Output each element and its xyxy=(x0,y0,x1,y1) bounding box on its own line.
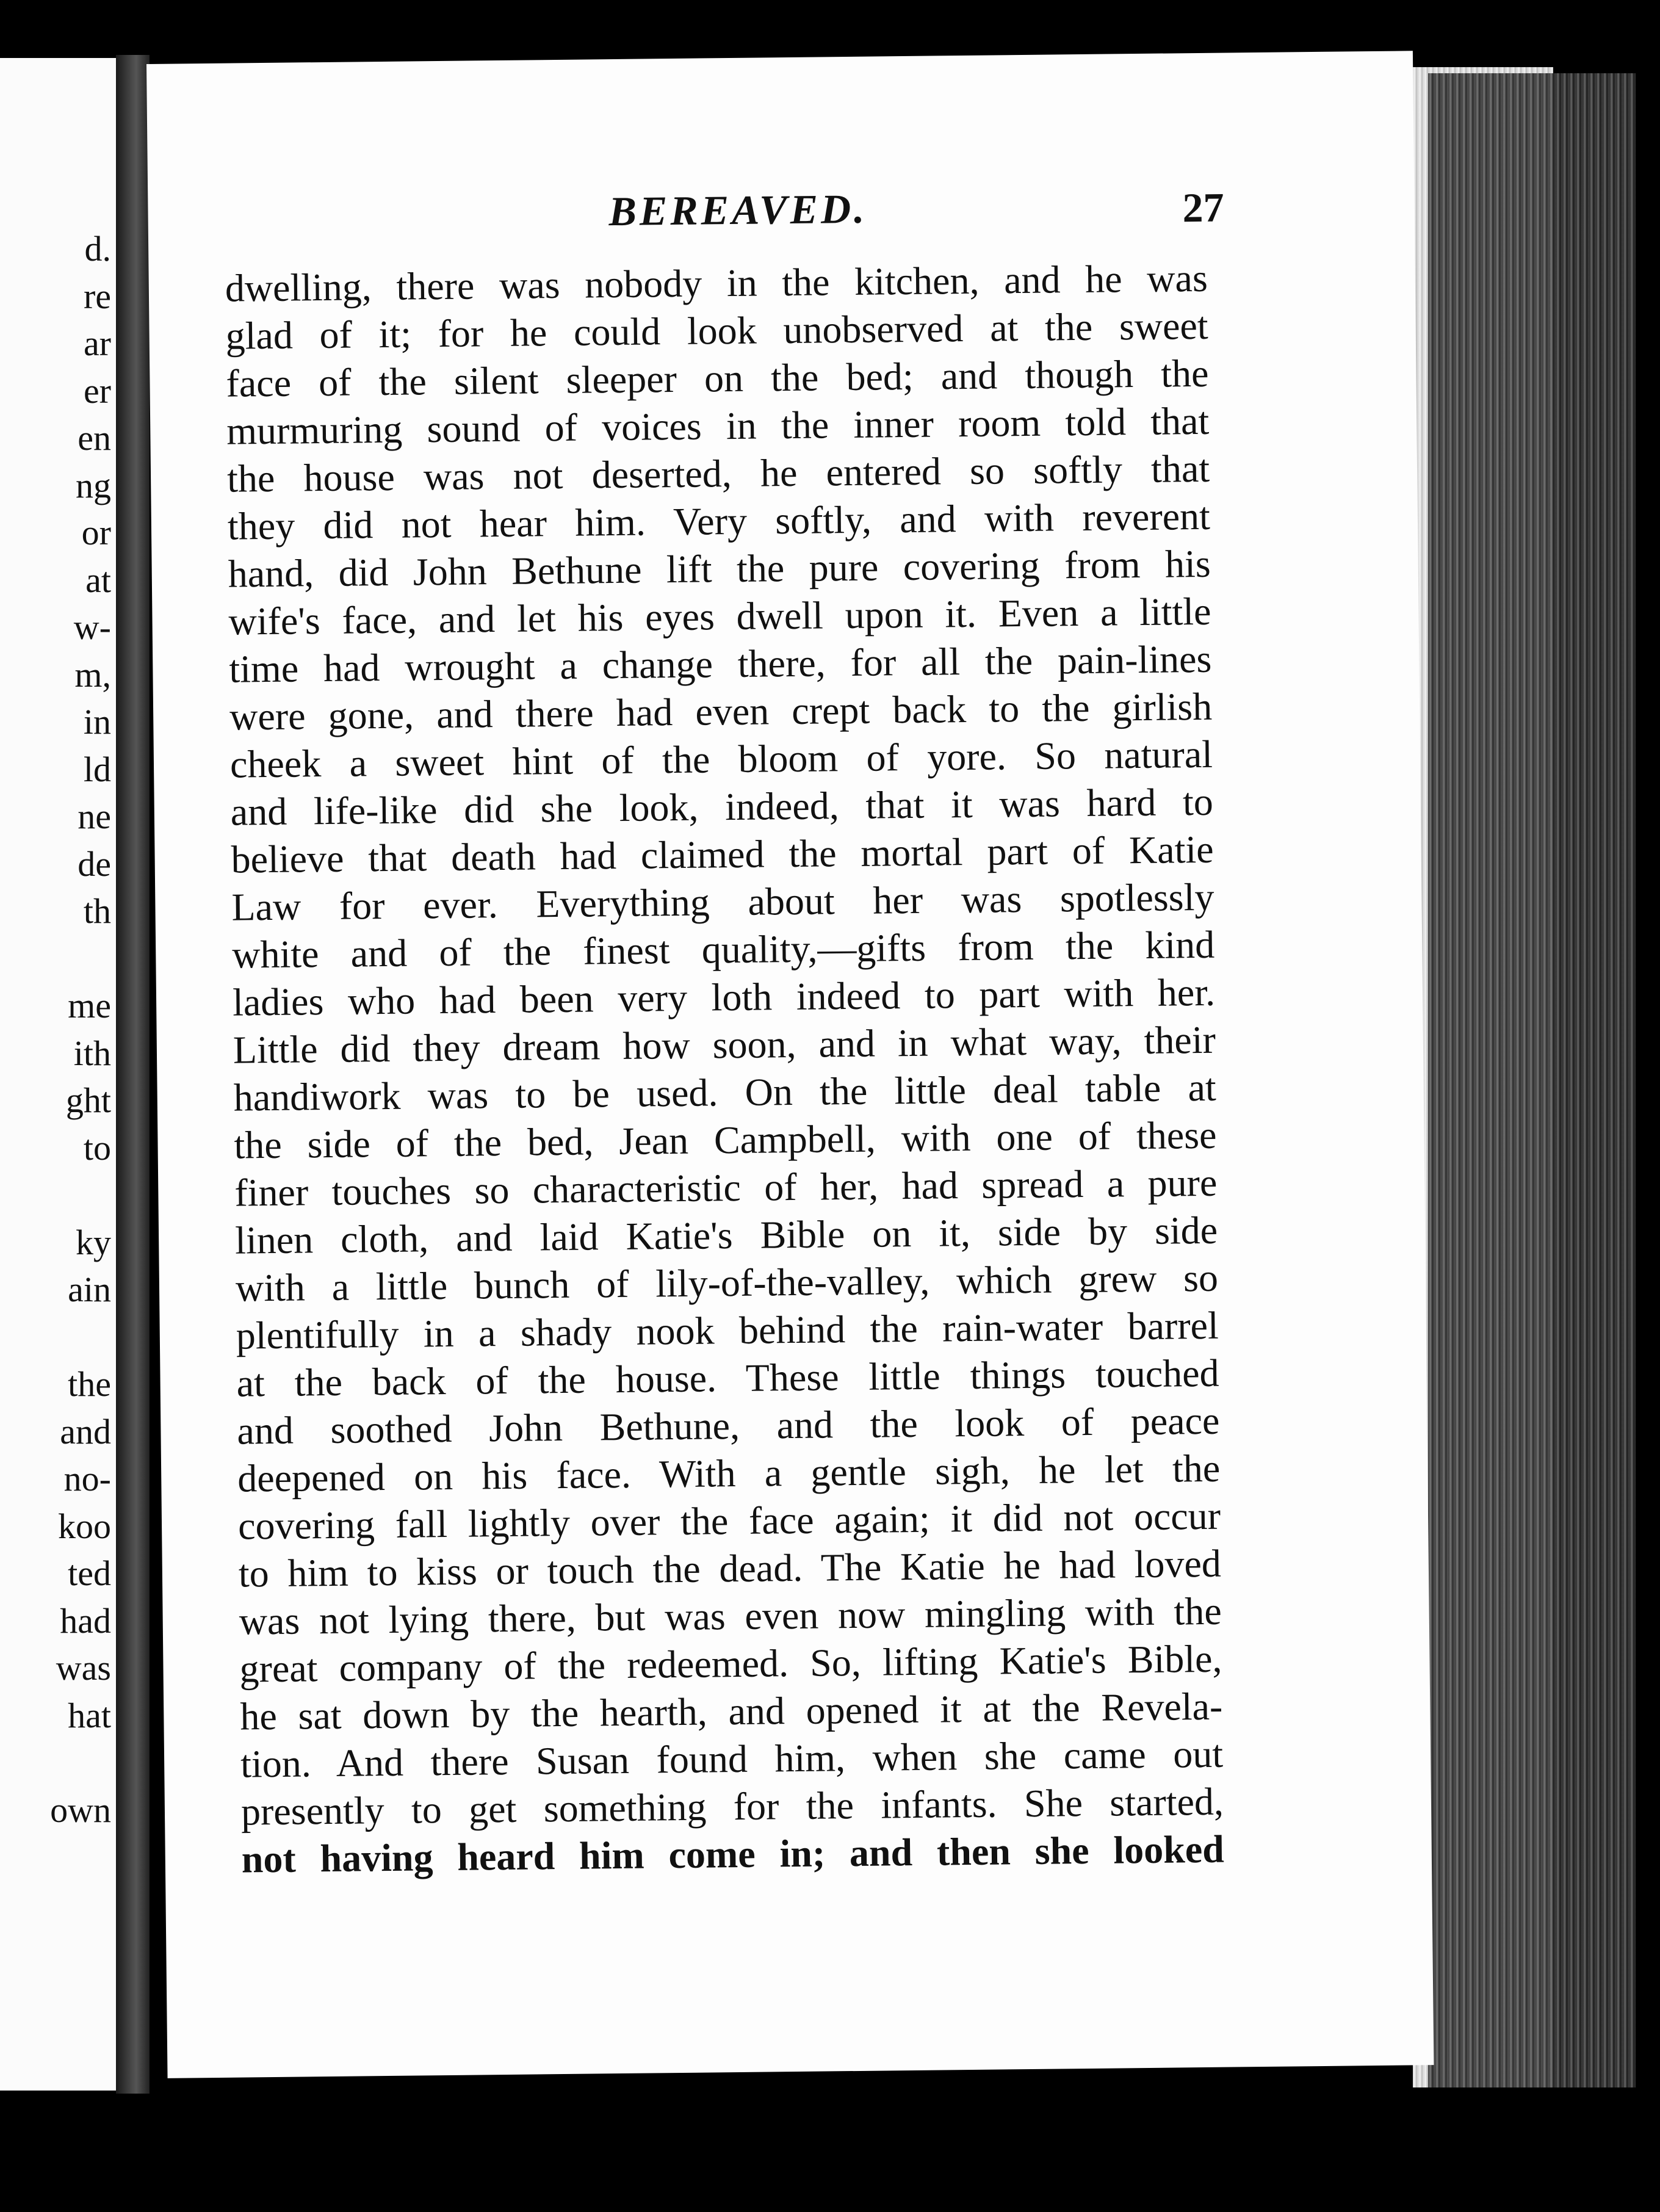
previous-page-fragment: me xyxy=(68,986,111,1025)
previous-page-fragment: ted xyxy=(68,1553,111,1593)
text-line: he sat down by the hearth, and opened it at the Revela- xyxy=(239,1684,1223,1738)
previous-page-fragment: th xyxy=(83,891,111,931)
previous-page-fragment: at xyxy=(85,560,111,600)
previous-page-fragment: or xyxy=(81,513,111,552)
text-line: Little did they dream how soon, and in what way, their xyxy=(233,1017,1216,1072)
previous-page-fragment: re xyxy=(83,276,111,316)
body-text xyxy=(225,255,1224,1884)
text-line: dwelling, there was nobody in the kitchen, and he was xyxy=(225,256,1208,310)
text-line: and life-like did she look, indeed, that it was hard to xyxy=(230,779,1214,834)
text-line: at the back of the house. These little things touched xyxy=(236,1351,1219,1405)
previous-page-fragment: de xyxy=(78,844,111,884)
previous-page-fragment: ar xyxy=(83,323,111,363)
running-head: BEREAVED. xyxy=(608,185,868,235)
previous-page-fragment: no- xyxy=(63,1459,111,1498)
text-line: presently to get something for the infants. She started, xyxy=(240,1779,1224,1834)
text-line: were gone, and there had even crept back to the girlish xyxy=(229,684,1213,739)
text-line: time had wrought a change there, for all the pain-lines xyxy=(229,637,1212,691)
previous-page-fragment: had xyxy=(60,1600,111,1641)
text-line: was not lying there, but was even now mingling with the xyxy=(239,1589,1222,1643)
previous-page-fragment: hat xyxy=(68,1695,111,1735)
page-header xyxy=(148,179,1415,247)
text-line: plentifully in a shady nook behind the rain-water barrel xyxy=(236,1303,1219,1357)
previous-page-fragment: ght xyxy=(65,1080,111,1120)
previous-page-fragment: was xyxy=(56,1648,111,1688)
text-line: linen cloth, and laid Katie's Bible on it, side by side xyxy=(234,1208,1218,1262)
previous-page xyxy=(0,58,116,2091)
previous-page-fragment: er xyxy=(83,370,111,411)
text-line: ladies who had been very loth indeed to part with her. xyxy=(232,970,1216,1024)
previous-page-fragment: the xyxy=(68,1364,111,1404)
text-line: the house was not deserted, he entered so softly that xyxy=(226,446,1210,501)
text-line: deepened on his face. With a gentle sigh, he let the xyxy=(237,1446,1221,1500)
text-line: the side of the bed, Jean Campbell, with one of these xyxy=(234,1113,1217,1167)
text-line: and soothed John Bethune, and the look of peace xyxy=(237,1398,1220,1453)
text-line: face of the silent sleeper on the bed; and though the xyxy=(226,351,1209,405)
previous-page-fragment: w- xyxy=(73,607,111,647)
previous-page-fragment: ky xyxy=(76,1222,111,1262)
text-line: wife's face, and let his eyes dwell upon it. Even a little xyxy=(228,589,1211,643)
previous-page-fragment: d. xyxy=(84,229,111,269)
text-line: covering fall lightly over the face again; it did not occur xyxy=(237,1494,1221,1548)
text-line: finer touches so characteristic of her, had spread a pure xyxy=(234,1160,1218,1215)
text-line: great company of the redeemed. So, lifting Katie's Bible, xyxy=(239,1636,1222,1691)
text-line: tion. And there Susan found him, when she came out xyxy=(240,1732,1224,1786)
text-line: white and of the finest quality,—gifts from the kind xyxy=(231,922,1215,977)
text-line: glad of it; for he could look unobserved at the sweet xyxy=(225,303,1208,358)
previous-page-fragment: ne xyxy=(78,797,111,836)
text-line: with a little bunch of lily-of-the-valley, which grew so xyxy=(235,1256,1219,1310)
text-line: handiwork was to be used. On the little deal table at xyxy=(233,1065,1217,1119)
book-gutter xyxy=(116,55,150,2094)
text-line: murmuring sound of voices in the inner room told that xyxy=(226,399,1210,453)
previous-page-fragment: own xyxy=(50,1790,111,1830)
previous-page-fragment: ith xyxy=(73,1033,111,1073)
page-number: 27 xyxy=(1182,184,1224,231)
previous-page-fragment: to xyxy=(83,1127,111,1168)
previous-page-fragment: m, xyxy=(74,654,111,695)
book-fore-edge xyxy=(1428,73,1636,2087)
text-line: believe that death had claimed the mortal part of Katie xyxy=(231,827,1214,881)
previous-page-text xyxy=(0,58,116,2091)
text-line: Law for ever. Everything about her was spotlessly xyxy=(231,875,1214,929)
previous-page-fragment: ain xyxy=(68,1270,111,1309)
book-page xyxy=(146,51,1434,2078)
previous-page-fragment: ng xyxy=(76,465,111,505)
text-line: cheek a sweet hint of the bloom of yore. So natural xyxy=(229,732,1213,786)
previous-page-fragment: en xyxy=(78,418,111,458)
previous-page-fragment: ld xyxy=(83,749,111,789)
text-line: not having heard him come in; and then she looked xyxy=(241,1827,1225,1881)
previous-page-fragment: koo xyxy=(58,1506,111,1546)
text-line: they did not hear him. Very softly, and with reverent xyxy=(227,494,1211,548)
previous-page-fragment: and xyxy=(60,1411,111,1451)
previous-page-fragment: in xyxy=(83,702,111,742)
text-line: to him to kiss or touch the dead. The Katie he had loved xyxy=(238,1541,1222,1596)
text-line: hand, did John Bethune lift the pure covering from his xyxy=(228,541,1211,596)
